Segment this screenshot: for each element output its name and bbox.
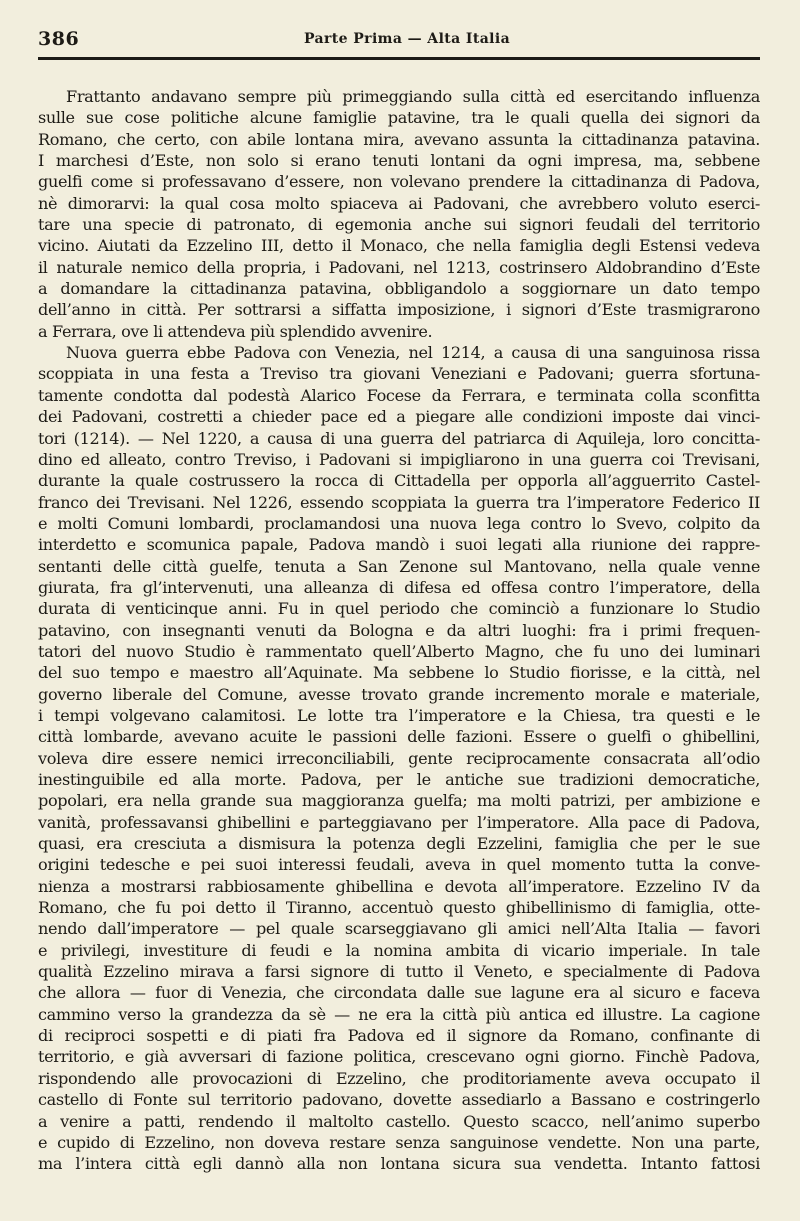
page-number: 386 bbox=[38, 28, 80, 50]
text-line: dell’anno in città. Per sottrarsi a siffatta imposizione, i signori d’Este trasmigrarono bbox=[38, 300, 760, 320]
text-line: vicino. Aiutati da Ezzelino III, detto il Monaco, che nella famiglia degli Estensi vedeva bbox=[38, 236, 760, 256]
text-line: Frattanto andavano sempre più primeggiando sulla città ed esercitando influenza bbox=[66, 87, 760, 106]
text-line: nè dimorarvi: la qual cosa molto spiaceva ai Padovani, che avrebbero voluto eserci- bbox=[38, 193, 760, 213]
text-line: di reciproci sospetti e di piati fra Padova ed il signore da Romano, confinante di bbox=[38, 1026, 760, 1046]
text-line: Nuova guerra ebbe Padova con Venezia, nel 1214, a causa di una sanguinosa rissa bbox=[66, 343, 760, 363]
text-line: qualità Ezzelino mirava a farsi signore di tutto il Veneto, e specialmente di Padova bbox=[38, 962, 760, 982]
text-line: e cupido di Ezzelino, non doveva restare senza sanguinose vendette. Non una parte, bbox=[38, 1132, 760, 1152]
text-line: quasi, era cresciuta a dismisura la potenza degli Ezzelini, famiglia che per le sue bbox=[38, 834, 760, 854]
text-line: tori (1214). — Nel 1220, a causa di una guerra del patriarca di Aquileja, loro concitta- bbox=[38, 428, 760, 448]
text-line: voleva dire essere nemici irreconciliabili, gente reciprocamente consacrata all’odio bbox=[38, 748, 760, 768]
header-rule bbox=[38, 57, 760, 60]
text-line: tamente condotta dal podestà Alarico Focese da Ferrara, e terminata colla sconfitta bbox=[38, 385, 760, 405]
text-line: ma l’intera città egli dannò alla non lontana sicura sua vendetta. Intanto fattosi bbox=[38, 1154, 760, 1174]
text-line: del suo tempo e maestro all’Aquinate. Ma sebbene lo Studio fiorisse, e la città, nel bbox=[38, 663, 760, 683]
text-line: sulle sue cose politiche alcune famiglie patavine, tra le quali quella dei signori da bbox=[38, 108, 760, 128]
text-line: tare una specie di patronato, di egemonia anche sui signori feudali del territorio bbox=[38, 215, 760, 235]
text-line: vanità, professavansi ghibellini e parteggiavano per l’imperatore. Alla pace di Padova, bbox=[38, 812, 760, 832]
text-line: castello di Fonte sul territorio padovano, dovette assediarlo a Bassano e costringerlo bbox=[38, 1090, 760, 1110]
text-line: a venire a patti, rendendo il maltolto castello. Questo scacco, nell’animo superbo bbox=[38, 1111, 760, 1131]
text-line: dino ed alleato, contro Treviso, i Padovani si impigliarono in una guerra coi Trevisani, bbox=[38, 449, 760, 469]
text-line: giurata, fra gl’intervenuti, una alleanza di difesa ed offesa contro l’imperatore, della bbox=[38, 577, 760, 597]
text-line: origini tedesche e pei suoi interessi feudali, aveva in quel momento tutta la conve- bbox=[38, 855, 760, 875]
text-line: sentanti delle città guelfe, tenuta a San Zenone sul Mantovano, nella quale venne bbox=[38, 556, 760, 576]
text-line: città lombarde, avevano acuite le passioni delle fazioni. Essere o guelfi o ghibellini, bbox=[38, 727, 760, 747]
text-line: durata di venticinque anni. Fu in quel periodo che cominciò a funzionare lo Studio bbox=[38, 599, 760, 619]
text-line: e privilegi, investiture di feudi e la nomina ambita di vicario imperiale. In tale bbox=[38, 940, 760, 960]
text-line: e molti Comuni lombardi, proclamandosi una nuova lega contro lo Svevo, colpito da bbox=[38, 513, 760, 533]
text-line: Romano, che certo, con abile lontana mira, avevano assunta la cittadinanza patavina. bbox=[38, 129, 760, 149]
text-line: rispondendo alle provocazioni di Ezzelino, che proditoriamente aveva occupato il bbox=[38, 1068, 760, 1088]
text-line: che allora — fuor di Venezia, che circondata dalle sue lagune era al sicuro e faceva bbox=[38, 983, 760, 1003]
text-line: a domandare la cittadinanza patavina, obbligandolo a soggiornare un dato tempo bbox=[38, 279, 760, 299]
text-line: guelfi come si professavano d’essere, non volevano prendere la cittadinanza di Padova, bbox=[38, 172, 760, 192]
text-line: il naturale nemico della propria, i Padovani, nel 1213, costrinsero Aldobrandino d’Este bbox=[38, 257, 760, 277]
running-head: Parte Prima — Alta Italia bbox=[304, 31, 511, 47]
text-line: patavino, con insegnanti venuti da Bologna e da altri luoghi: fra i primi frequen- bbox=[38, 620, 760, 640]
text-line: durante la quale costrussero la rocca di Cittadella per opporla all’agguerrito Castel- bbox=[38, 471, 760, 491]
text-line: nendo dall’imperatore — pel quale scarseggiavano gli amici nell’Alta Italia — favori bbox=[38, 919, 760, 939]
text-line: Romano, che fu poi detto il Tiranno, accentuò questo ghibellinismo di famiglia, otte- bbox=[38, 898, 760, 918]
text-line: territorio, e già avversari di fazione politica, crescevano ogni giorno. Finchè Padova, bbox=[38, 1047, 760, 1067]
text-line: nienza a mostrarsi rabbiosamente ghibellina e devota all’imperatore. Ezzelino IV da bbox=[38, 876, 760, 896]
text-line: I marchesi d’Este, non solo si erano tenuti lontani da ogni impresa, ma, sebbene bbox=[38, 151, 760, 171]
text-line: tatori del nuovo Studio è rammentato quell’Alberto Magno, che fu uno dei luminari bbox=[38, 641, 760, 661]
text-line: franco dei Trevisani. Nel 1226, essendo scoppiata la guerra tra l’imperatore Federico II bbox=[38, 492, 760, 512]
text-line: dei Padovani, costretti a chieder pace ed a piegare alle condizioni imposte dai vinci- bbox=[38, 407, 760, 427]
text-line: cammino verso la grandezza da sè — ne era la città più antica ed illustre. La cagione bbox=[38, 1004, 760, 1024]
text-line: scoppiata in una festa a Treviso tra giovani Veneziani e Padovani; guerra sfortuna- bbox=[38, 364, 760, 384]
text-line: interdetto e scomunica papale, Padova mandò i suoi legati alla riunione dei rappre- bbox=[38, 535, 760, 555]
text-line: inestinguibile ed alla morte. Padova, per le antiche sue tradizioni democratiche, bbox=[38, 770, 760, 789]
body-text bbox=[38, 86, 760, 1175]
text-line: governo liberale del Comune, avesse trovato grande incremento morale e materiale, bbox=[38, 684, 760, 704]
page-header bbox=[38, 28, 760, 54]
text-line: a Ferrara, ove li attendeva più splendido avvenire. bbox=[38, 321, 433, 341]
text-line: i tempi volgevano calamitosi. Le lotte tra l’imperatore e la Chiesa, tra questi e le bbox=[38, 705, 760, 725]
text-line: popolari, era nella grande sua maggioranza guelfa; ma molti patrizi, per ambizione e bbox=[38, 791, 760, 811]
